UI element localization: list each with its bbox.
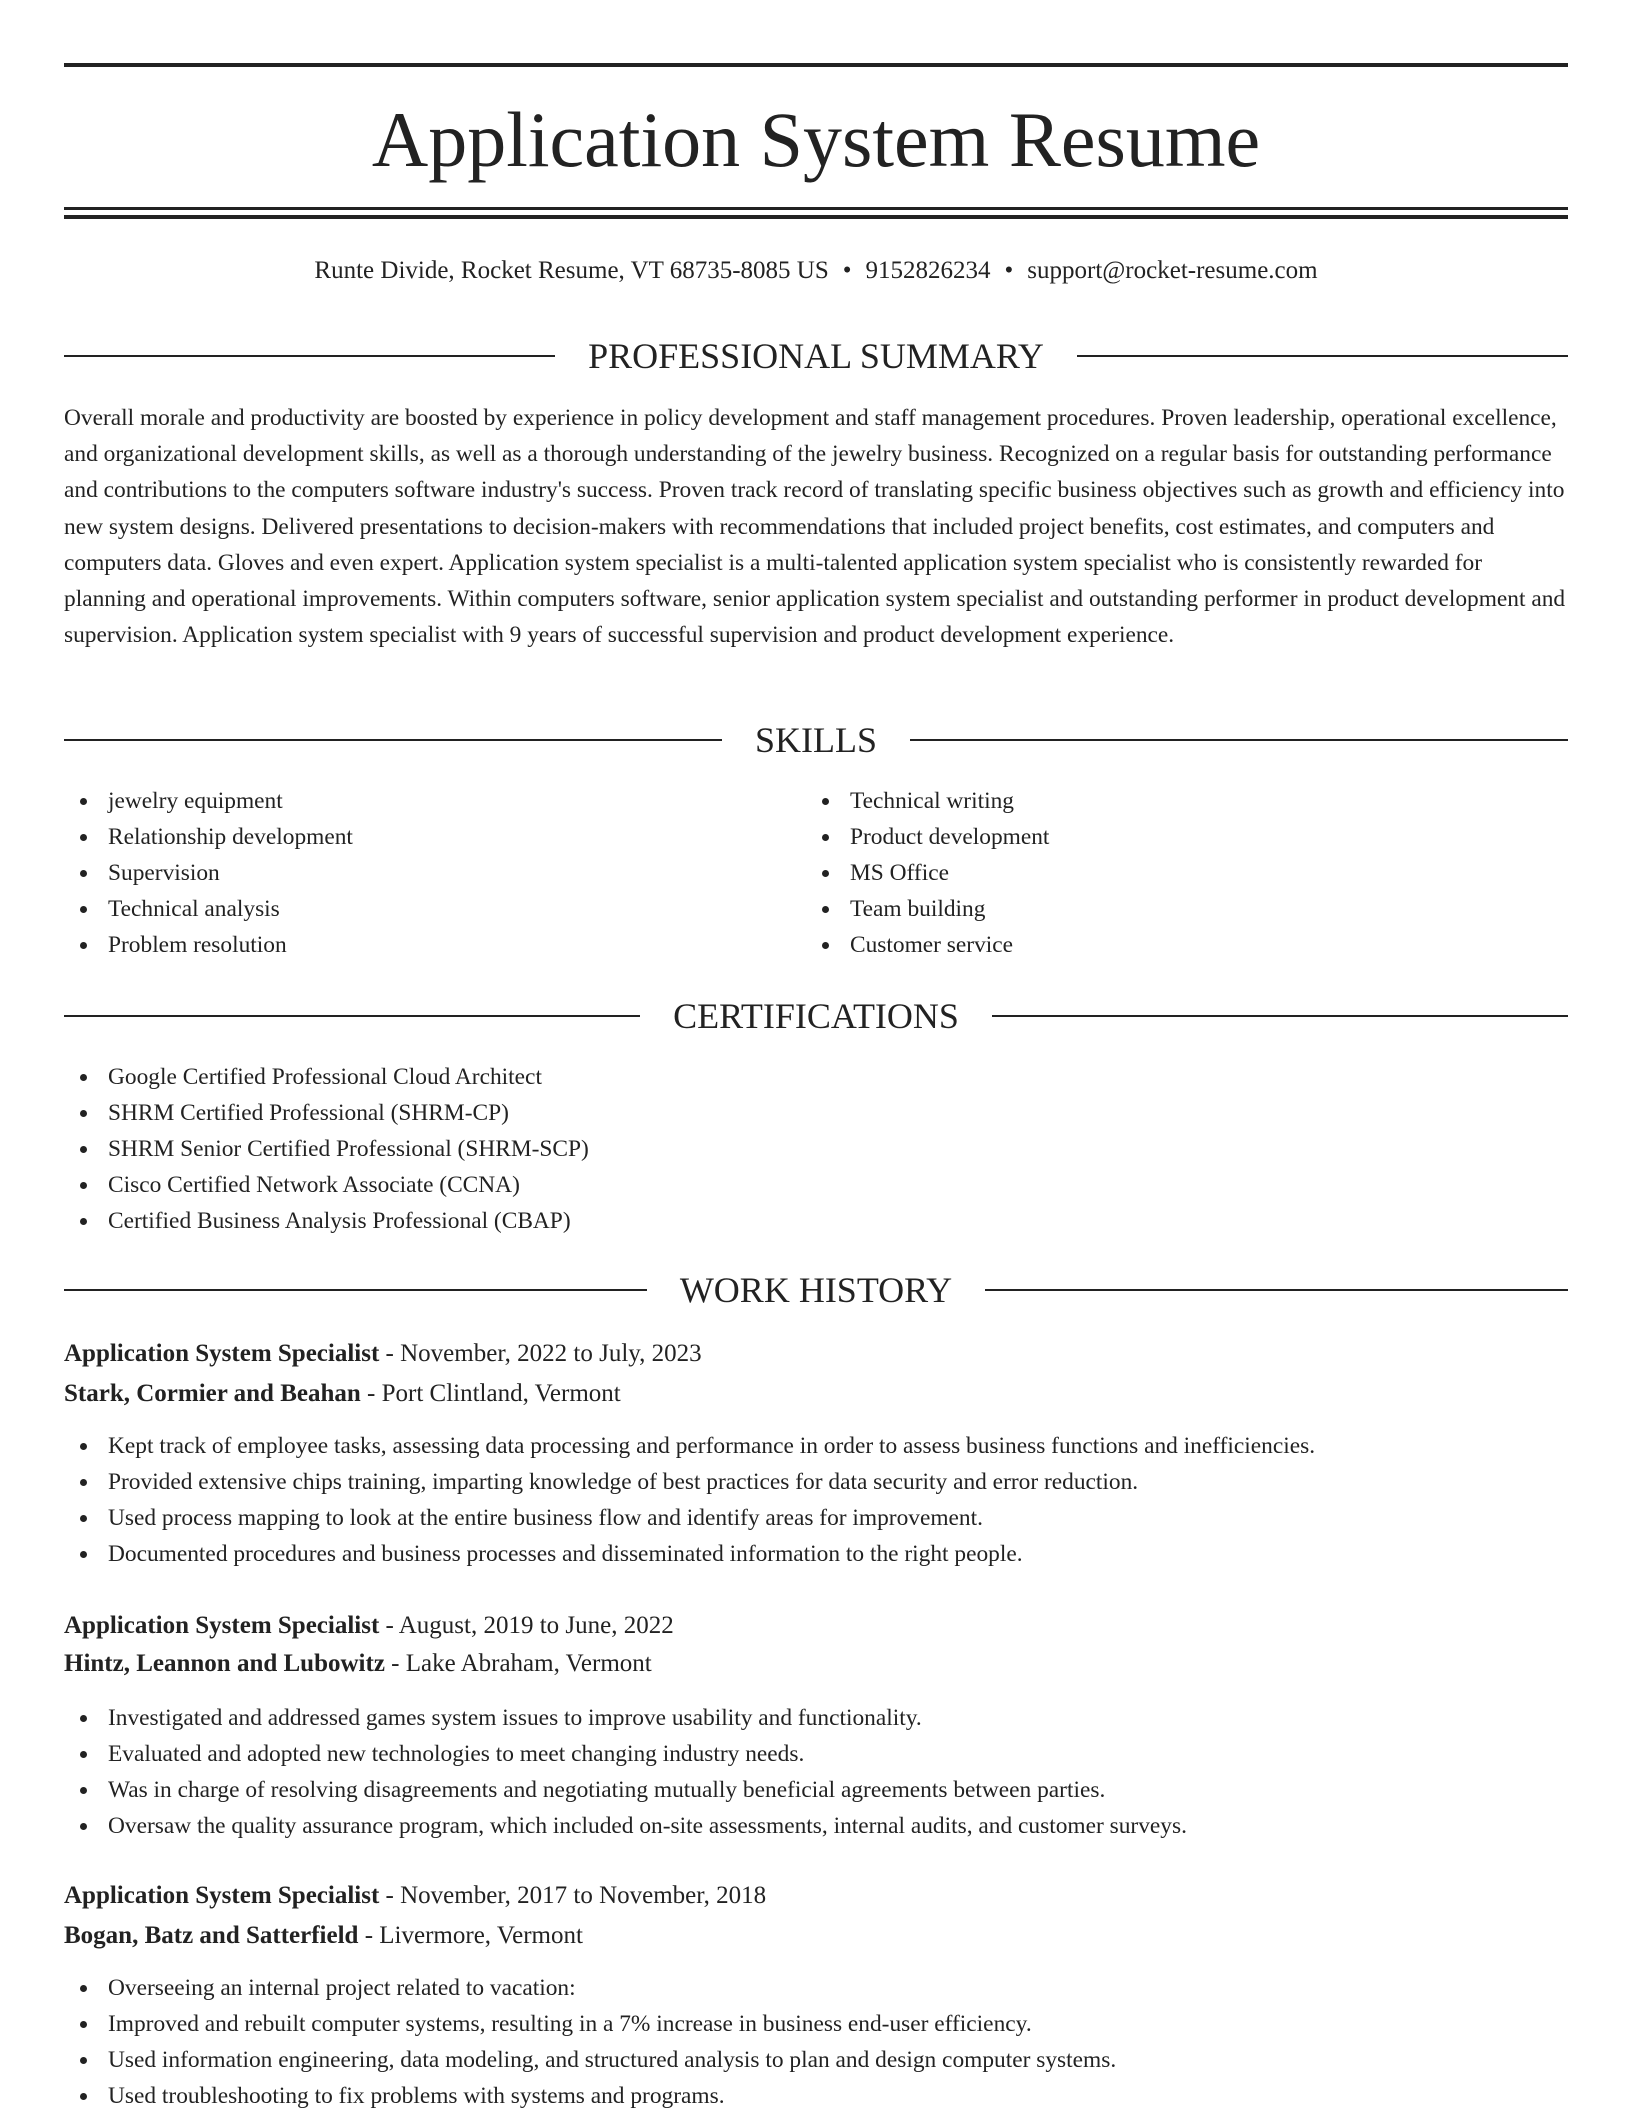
section-heading-work-history [64,1268,1568,1312]
heading-rule-right [992,1015,1568,1017]
skill-item: MS Office [806,855,1566,891]
top-rule [64,63,1568,67]
job-bullets [64,1700,1568,1844]
job-title: Application System Specialist [64,1340,380,1367]
skills-list-left [64,783,804,963]
job-bullet: Used process mapping to look at the entire business flow and identify areas for improvement. [64,1500,1568,1536]
job-bullet: Was in charge of resolving disagreements and negotiating mutually beneficial agreements between parties. [64,1772,1568,1808]
job-company: Hintz, Leannon and Lubowitz [64,1650,385,1677]
section-title-work-history: WORK HISTORY [679,1270,953,1310]
job-title-line [64,1608,1568,1644]
heading-rule-left [64,355,555,357]
skill-item: Customer service [806,927,1566,963]
certifications-list [64,1059,1568,1239]
certification-item: Cisco Certified Network Associate (CCNA) [64,1167,1568,1203]
section-heading-skills [64,718,1568,762]
title-rule-lower [64,215,1568,219]
job-bullet: Overseeing an internal project related to vacation: [64,1970,1568,2006]
job-bullet: Evaluated and adopted new technologies to meet changing industry needs. [64,1736,1568,1772]
certification-item: SHRM Senior Certified Professional (SHRM-SCP) [64,1131,1568,1167]
skill-item: Supervision [64,855,804,891]
job-title: Application System Specialist [64,1612,380,1639]
job-company: Stark, Cormier and Beahan [64,1380,361,1407]
heading-rule-left [64,1289,647,1291]
contact-separator: • [842,257,852,284]
job-bullet: Investigated and addressed games system issues to improve usability and functionality. [64,1700,1568,1736]
skill-item: Relationship development [64,819,804,855]
contact-address: Runte Divide, Rocket Resume, VT 68735-8085 US [314,257,829,284]
heading-rule-left [64,1015,640,1017]
job-company: Bogan, Batz and Satterfield [64,1922,359,1949]
heading-rule-right [910,739,1568,741]
section-title-skills: SKILLS [755,720,878,760]
job-location: - Lake Abraham, Vermont [384,1650,652,1677]
contact-email: support@rocket-resume.com [1027,257,1318,284]
job-location: - Port Clintland, Vermont [360,1380,621,1407]
resume-title: Application System Resume [371,96,1261,183]
title-rule-upper [64,207,1568,210]
skills-list-right [806,783,1566,963]
heading-rule-right [985,1289,1568,1291]
summary-text: Overall morale and productivity are boosted by experience in policy development and staff management procedures. Proven leadership, operational excellence, and organizational development skills, as well as a thorough understanding of the jewelry business. Recognized on a regular basis for outstanding performance and contributions to the computers software industry's success. Proven track record of translating specific business objectives such as growth and efficiency into new system designs. Delivered presentations to decision-makers with recommendations that included project benefits, cost estimates, and computers and computers data. Gloves and even expert. Application system specialist is a multi-talented application system specialist who is consistently rewarded for planning and operational improvements. Within computers software, senior application system specialist and outstanding performer in product development and supervision. Application system specialist with 9 years of successful supervision and product development experience. [64,405,1566,649]
job-bullet: Improved and rebuilt computer systems, resulting in a 7% increase in business end-user efficiency. [64,2006,1568,2042]
heading-rule-right [1077,355,1568,357]
job-dates: - November, 2022 to July, 2023 [379,1340,702,1367]
job-dates: - November, 2017 to November, 2018 [379,1882,767,1909]
job-bullet: Oversaw the quality assurance program, which included on-site assessments, internal audits, and customer surveys. [64,1808,1568,1844]
job-bullets [64,1970,1568,2112]
job-title: Application System Specialist [64,1882,380,1909]
section-heading-summary [64,334,1568,378]
job-bullets [64,1428,1568,1572]
skill-item: Team building [806,891,1566,927]
certification-item: Google Certified Professional Cloud Architect [64,1059,1568,1095]
job-bullet: Kept track of employee tasks, assessing data processing and performance in order to assess business functions and inefficiencies. [64,1428,1568,1464]
job-bullet: Documented procedures and business processes and disseminated information to the right people. [64,1536,1568,1572]
skill-item: jewelry equipment [64,783,804,819]
job-location: - Livermore, Vermont [358,1922,583,1949]
contact-phone: 9152826234 [865,257,991,284]
skill-item: Technical writing [806,783,1566,819]
skill-item: Problem resolution [64,927,804,963]
contact-separator: • [1004,257,1014,284]
job-company-line [64,1646,1568,1682]
contact-line [64,254,1568,288]
job-title-line [64,1336,1568,1372]
heading-rule-left [64,739,722,741]
section-heading-certifications [64,994,1568,1038]
job-bullet: Provided extensive chips training, imparting knowledge of best practices for data security and error reduction. [64,1464,1568,1500]
job-title-line [64,1878,1568,1914]
certification-item: Certified Business Analysis Professional (CBAP) [64,1203,1568,1239]
section-title-summary: PROFESSIONAL SUMMARY [588,336,1044,376]
job-bullet: Used troubleshooting to fix problems with systems and programs. [64,2078,1568,2112]
section-title-certifications: CERTIFICATIONS [673,996,959,1036]
job-dates: - August, 2019 to June, 2022 [379,1612,674,1639]
skill-item: Product development [806,819,1566,855]
certification-item: SHRM Certified Professional (SHRM-CP) [64,1095,1568,1131]
job-company-line [64,1376,1568,1412]
skill-item: Technical analysis [64,891,804,927]
job-bullet: Used information engineering, data modeling, and structured analysis to plan and design computer systems. [64,2042,1568,2078]
job-company-line [64,1918,1568,1954]
